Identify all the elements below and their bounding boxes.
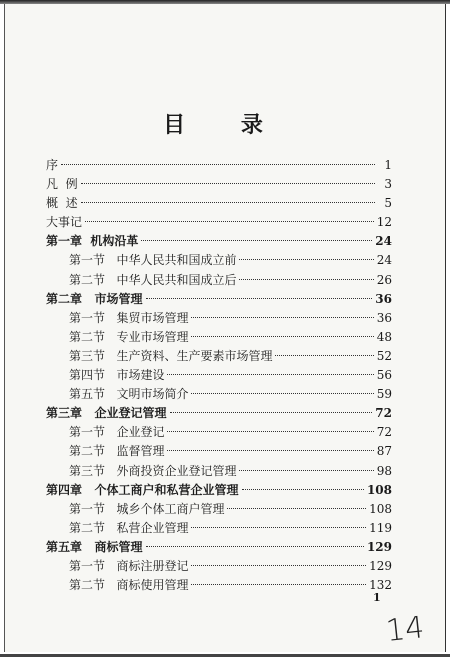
- dot-leader: [85, 221, 374, 222]
- toc-entry[interactable]: [46, 290, 392, 309]
- dot-leader: [167, 431, 373, 432]
- toc-entry-page: 59: [376, 387, 392, 402]
- toc-entry[interactable]: [46, 347, 392, 366]
- toc-entry-page: 1: [384, 158, 392, 172]
- dot-leader: [239, 259, 373, 260]
- toc-entry-label: 第三章 企业登记管理: [46, 406, 167, 421]
- toc-entry-page: 72: [375, 406, 392, 421]
- toc-entry[interactable]: [46, 194, 392, 213]
- toc-entry-page: 5: [384, 196, 392, 211]
- dot-leader: [167, 450, 373, 451]
- toc-entry-page: 48: [376, 329, 392, 344]
- toc-entry-page: 119: [369, 520, 392, 535]
- toc-entry[interactable]: [46, 557, 392, 576]
- toc-entry[interactable]: [46, 462, 392, 481]
- toc-entry[interactable]: [46, 309, 392, 328]
- toc-entry-label: 第一章 机构沿革: [46, 234, 139, 249]
- toc-entry-label: 概 述: [46, 196, 78, 211]
- toc-entry-page: 132: [369, 578, 392, 593]
- toc-entry-page: 129: [369, 558, 392, 573]
- toc-entry[interactable]: [46, 271, 392, 290]
- toc-entry-label: 第二章 市场管理: [46, 291, 143, 306]
- toc-entry-page: 36: [375, 291, 392, 306]
- toc-entry-page: 108: [369, 501, 392, 516]
- toc-entry-page: 72: [376, 425, 392, 440]
- dot-leader: [146, 298, 373, 299]
- toc-entry[interactable]: [46, 328, 392, 347]
- dot-leader: [227, 508, 366, 509]
- dot-leader: [191, 527, 366, 528]
- dot-leader: [191, 584, 366, 585]
- dot-leader: [191, 565, 366, 566]
- toc-entry-label: 第二节 中华人民共和国成立后: [69, 272, 237, 287]
- toc-entry-page: 108: [366, 482, 392, 497]
- toc-entry-label: 凡 例: [46, 177, 78, 192]
- toc-entry-label: 第四节 市场建设: [69, 368, 165, 383]
- dot-leader: [81, 202, 375, 203]
- toc-entry[interactable]: [46, 500, 392, 519]
- toc-entry[interactable]: [46, 175, 392, 194]
- toc-entry-label: 第一节 城乡个体工商户管理: [69, 501, 225, 516]
- dot-leader: [141, 240, 372, 241]
- toc-entry-page: 56: [376, 368, 392, 383]
- toc-entry-page: 98: [376, 463, 392, 478]
- toc-entry-page: 12: [376, 215, 392, 230]
- dot-leader: [275, 355, 373, 356]
- toc-entry-label: 第三节 生产资料、生产要素市场管理: [69, 348, 273, 363]
- dot-leader: [146, 546, 364, 547]
- toc-entry[interactable]: [46, 156, 392, 175]
- toc-entry[interactable]: [46, 442, 392, 461]
- toc-entry-label: 第三节 外商投资企业登记管理: [69, 463, 237, 478]
- toc-entry-page: 24: [375, 234, 392, 249]
- toc-entry-page: 52: [376, 348, 392, 363]
- dot-leader: [170, 412, 373, 413]
- toc-entry-page: 26: [376, 272, 392, 287]
- dot-leader: [167, 374, 373, 375]
- handwritten-annotation: 14: [384, 610, 426, 649]
- toc-entry-label: 第二节 专业市场管理: [69, 329, 189, 344]
- dot-leader: [81, 183, 375, 184]
- dot-leader: [239, 279, 373, 280]
- toc-entry[interactable]: [46, 538, 392, 557]
- toc-entry-label: 第一节 集贸市场管理: [69, 310, 189, 325]
- toc-entry-label: 第四章 个体工商户和私营企业管理: [46, 482, 239, 497]
- table-of-contents: [46, 156, 392, 595]
- page-number: 1: [373, 591, 381, 604]
- toc-entry-label: 第一节 企业登记: [69, 425, 165, 440]
- toc-entry[interactable]: [46, 404, 392, 423]
- toc-entry[interactable]: [46, 576, 392, 595]
- dot-leader: [239, 470, 373, 471]
- dot-leader: [191, 393, 373, 394]
- toc-entry-label: 第二节 监督管理: [69, 444, 165, 459]
- toc-entry-page: 36: [376, 310, 392, 325]
- dot-leader: [191, 336, 373, 337]
- toc-entry-label: 序: [46, 158, 59, 172]
- toc-entry[interactable]: [46, 481, 392, 500]
- toc-entry-label: 大事记: [46, 215, 83, 230]
- toc-entry-label: 第一节 商标注册登记: [69, 558, 189, 573]
- toc-entry-page: 87: [376, 444, 392, 459]
- toc-entry[interactable]: [46, 251, 392, 270]
- toc-entry[interactable]: [46, 232, 392, 251]
- toc-entry-label: 第一节 中华人民共和国成立前: [69, 253, 237, 268]
- toc-entry-label: 第五节 文明市场简介: [69, 387, 189, 402]
- toc-entry-page: 24: [376, 253, 392, 268]
- toc-entry[interactable]: [46, 423, 392, 442]
- toc-entry[interactable]: [46, 519, 392, 538]
- page-title: 目 录: [163, 112, 287, 138]
- toc-entry-page: 129: [366, 539, 392, 554]
- toc-entry-label: 第二节 私营企业管理: [69, 520, 189, 535]
- dot-leader: [61, 164, 375, 165]
- toc-entry[interactable]: [46, 213, 392, 232]
- toc-entry-label: 第五章 商标管理: [46, 539, 143, 554]
- dot-leader: [242, 489, 364, 490]
- toc-entry[interactable]: [46, 385, 392, 404]
- toc-entry-label: 第二节 商标使用管理: [69, 578, 189, 593]
- toc-entry[interactable]: [46, 366, 392, 385]
- toc-entry-page: 3: [384, 177, 392, 192]
- dot-leader: [191, 317, 373, 318]
